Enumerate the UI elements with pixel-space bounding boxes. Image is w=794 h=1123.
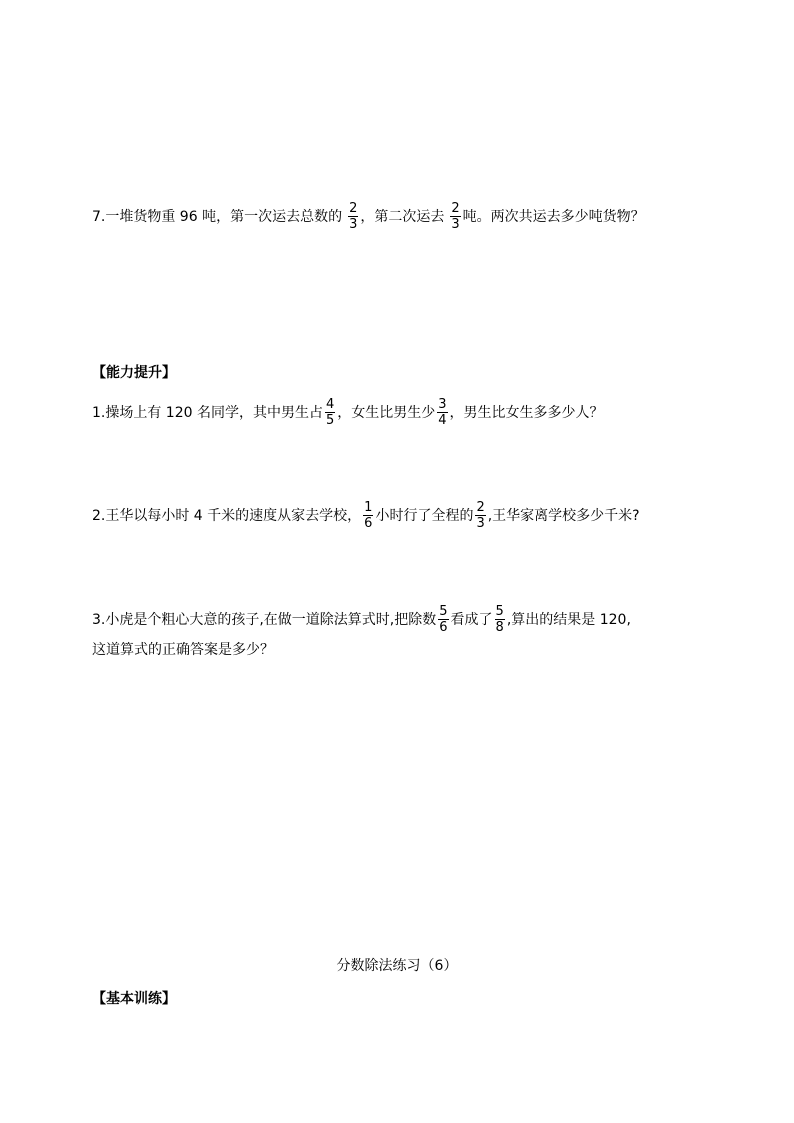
a3-text-1: 3.小虎是个粗心大意的孩子,在做一道除法算式时,把除数 <box>92 611 437 628</box>
a3-text-3: ,算出的结果是 120, <box>506 611 631 628</box>
fraction-one-sixth: $\frac{1}{6}$ <box>364 500 373 531</box>
q7-text-3: 吨。两次共运去多少吨货物？ <box>462 208 645 225</box>
ability-question-3 <box>92 604 631 635</box>
a2-text-2: 小时行了全程的 <box>375 507 474 524</box>
q7-text-2: ，第二次运去 <box>360 208 445 225</box>
ability-question-3-continued <box>92 640 274 660</box>
fraction-two-thirds: $\frac{2}{3}$ <box>451 201 460 232</box>
question-7 <box>92 201 645 232</box>
fraction-five-eighths: $\frac{5}{8}$ <box>495 604 504 635</box>
fraction-four-fifths: $\frac{4}{5}$ <box>325 397 335 428</box>
a1-text-2: ，女生比男生少 <box>337 404 436 421</box>
fraction-two-thirds: $\frac{2}{3}$ <box>349 201 358 232</box>
fraction-five-sixths: $\frac{5}{6}$ <box>439 604 448 635</box>
a3-text-4: 这道算式的正确答案是多少？ <box>92 642 274 658</box>
a1-text-1: 1.操场上有 120 名同学，其中男生占 <box>92 404 323 421</box>
ability-question-2 <box>92 500 640 531</box>
section-heading-basic: 【基本训练】 <box>92 991 176 1007</box>
q7-text-1: 7.一堆货物重 96 吨，第一次运去总数的 <box>92 208 343 225</box>
a2-text-1: 2.王华以每小时 4 千米的速度从家去学校， <box>92 507 362 524</box>
ability-question-1 <box>92 397 604 428</box>
a2-text-3: ,王华家离学校多少千米? <box>487 507 640 524</box>
a1-text-3: ，男生比女生多多少人？ <box>449 404 604 421</box>
section-heading-ability: 【能力提升】 <box>92 365 176 381</box>
fraction-two-thirds: $\frac{2}{3}$ <box>476 500 485 531</box>
fraction-three-fourths: $\frac{3}{4}$ <box>438 397 447 428</box>
exercise-title: 分数除法练习（6） <box>336 958 458 974</box>
a3-text-2: 看成了 <box>450 611 493 628</box>
